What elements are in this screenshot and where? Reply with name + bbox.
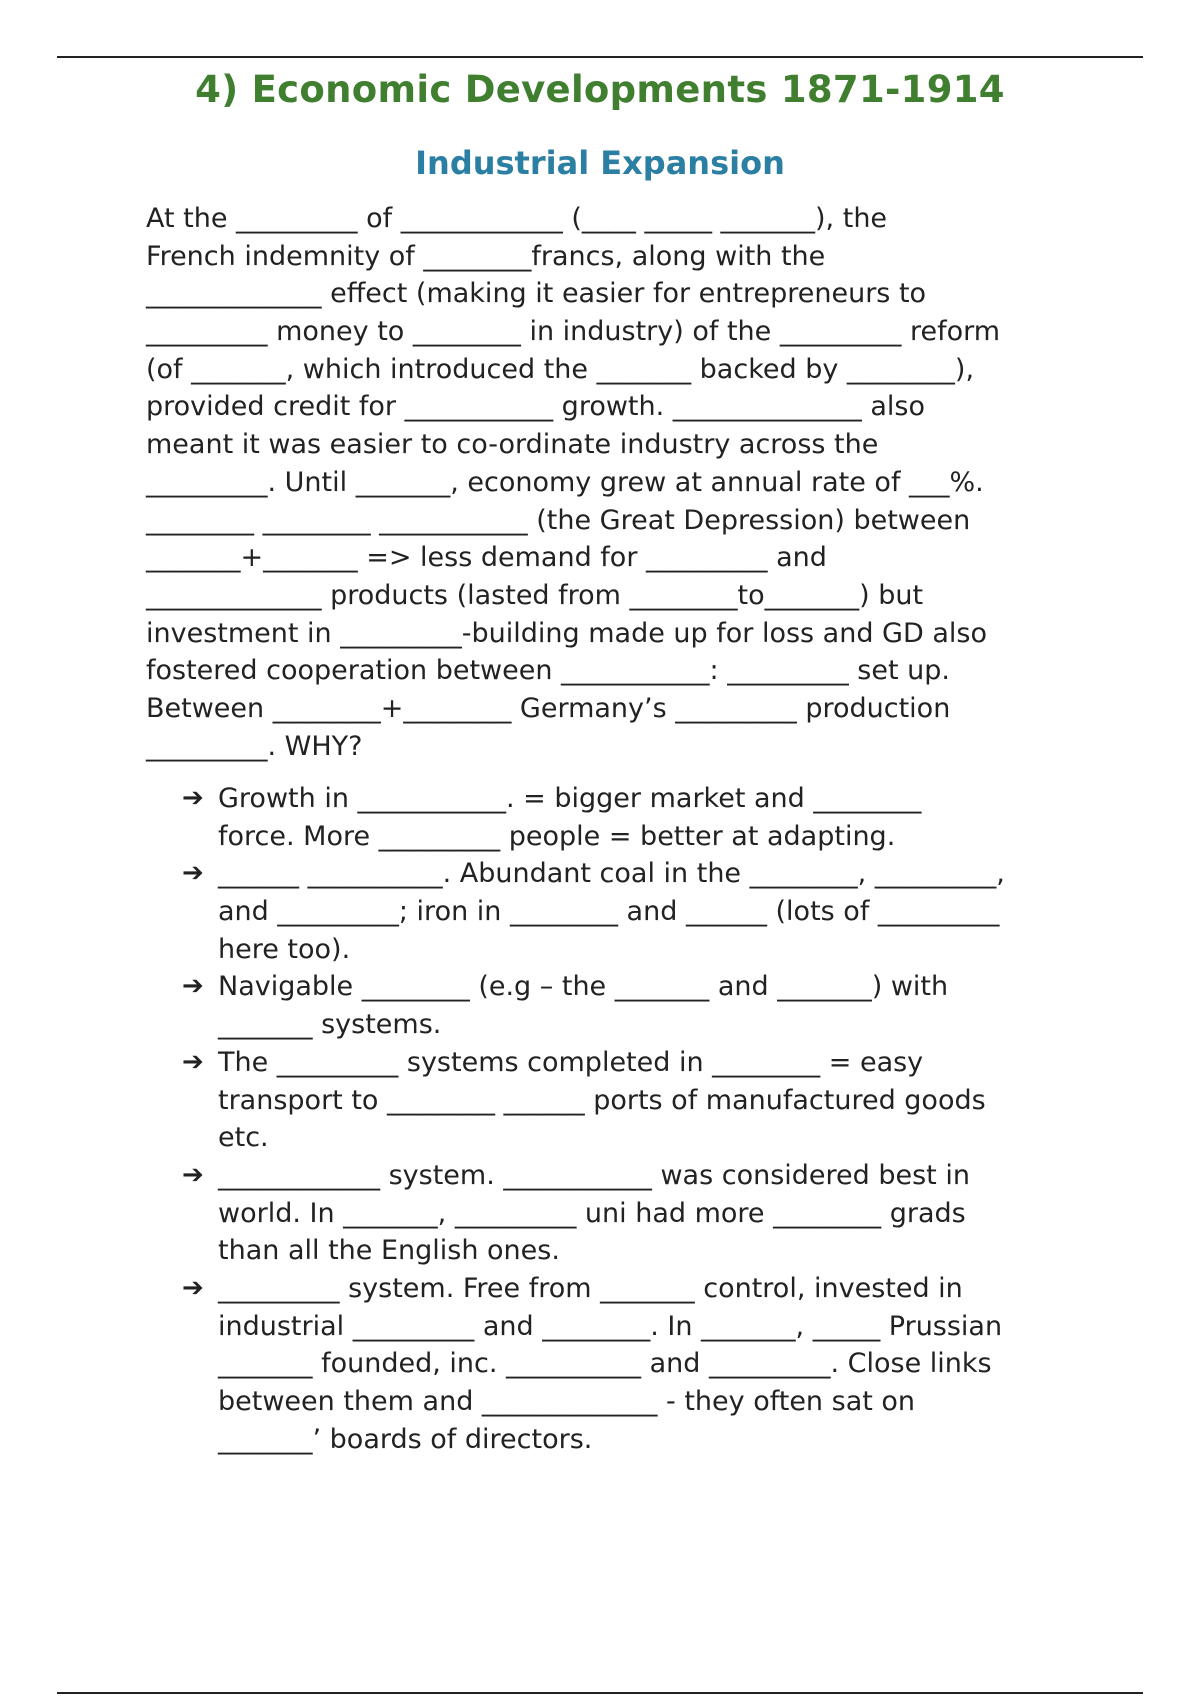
bullet-line: than all the English ones. <box>218 1235 560 1267</box>
paragraph-line: _________ money to ________ in industry) of the _________ reform <box>146 316 1001 348</box>
page-title: 4) Economic Developments 1871-1914 <box>195 68 1005 111</box>
paragraph-line: _________. Until _______, economy grew at annual rate of ___%. <box>146 466 984 498</box>
bullet-item <box>146 1044 1076 1157</box>
arrow-icon: ➔ <box>182 858 204 889</box>
bullet-item <box>146 855 1076 968</box>
paragraph-line: _______+_______ => less demand for _________ and <box>146 542 827 574</box>
bullet-list <box>146 780 1076 1458</box>
paragraph-line: French indemnity of ________francs, along with the <box>146 240 826 272</box>
paragraph-line: meant it was easier to co-ordinate industry across the <box>146 429 879 461</box>
paragraph-line: investment in _________-building made up for loss and GD also <box>146 617 987 649</box>
paragraph-line: _________. WHY? <box>146 730 363 762</box>
bullet-line: Navigable ________ (e.g – the _______ and _______) with <box>218 971 949 1003</box>
paragraph-line: _____________ effect (making it easier for entrepreneurs to <box>146 278 927 310</box>
bullet-line: _________ system. Free from _______ control, invested in <box>218 1272 963 1304</box>
arrow-icon: ➔ <box>182 1159 204 1190</box>
bullet-item <box>146 968 1076 1043</box>
bullet-line: etc. <box>218 1122 269 1154</box>
arrow-icon: ➔ <box>182 1046 204 1077</box>
bullet-line: world. In _______, _________ uni had more ________ grads <box>218 1197 966 1229</box>
arrow-icon: ➔ <box>182 1272 204 1303</box>
bullet-line: transport to ________ ______ ports of manufactured goods <box>218 1084 986 1116</box>
bullet-line: _______’ boards of directors. <box>218 1423 593 1455</box>
paragraph-line: _____________ products (lasted from ________to_______) but <box>146 579 924 611</box>
paragraph-line: At the _________ of ____________ (____ _____ _______), the <box>146 203 888 234</box>
section-subtitle: Industrial Expansion <box>415 144 785 182</box>
bullet-line: _______ founded, inc. __________ and _________. Close links <box>218 1348 992 1380</box>
bullet-line: industrial _________ and ________. In _______, _____ Prussian <box>218 1310 1003 1342</box>
arrow-icon: ➔ <box>182 783 204 813</box>
paragraph-line: (of _______, which introduced the _______ backed by ________), <box>146 353 975 385</box>
bullet-line: The _________ systems completed in ________ = easy <box>218 1046 924 1078</box>
bullet-line: _______ systems. <box>218 1009 442 1041</box>
arrow-icon: ➔ <box>182 971 204 1002</box>
bullet-item <box>146 1157 1076 1270</box>
bullet-line: Growth in ___________. = bigger market and ________ <box>218 783 922 814</box>
paragraph-line: ________ ________ ___________ (the Great Depression) between <box>146 504 971 536</box>
fill-in-paragraph <box>146 200 1076 765</box>
bullet-line: and _________; iron in ________ and ______ (lots of _________ <box>218 896 1000 928</box>
bullet-line: between them and _____________ - they often sat on <box>218 1386 916 1417</box>
bullet-item <box>146 1270 1076 1458</box>
bullet-item <box>146 780 1076 855</box>
paragraph-line: Between ________+________ Germany’s _________ production <box>146 692 951 724</box>
bullet-line: ______ __________. Abundant coal in the ________, _________, <box>218 858 1005 890</box>
bullet-line: ____________ system. ___________ was considered best in <box>218 1159 970 1191</box>
paragraph-line: provided credit for ___________ growth. ______________ also <box>146 391 926 423</box>
bullet-line: force. More _________ people = better at adapting. <box>218 820 896 852</box>
paragraph-line: fostered cooperation between ___________: _________ set up. <box>146 655 950 687</box>
bullet-line: here too). <box>218 933 351 965</box>
bottom-rule <box>57 1692 1143 1694</box>
top-rule <box>57 56 1143 58</box>
